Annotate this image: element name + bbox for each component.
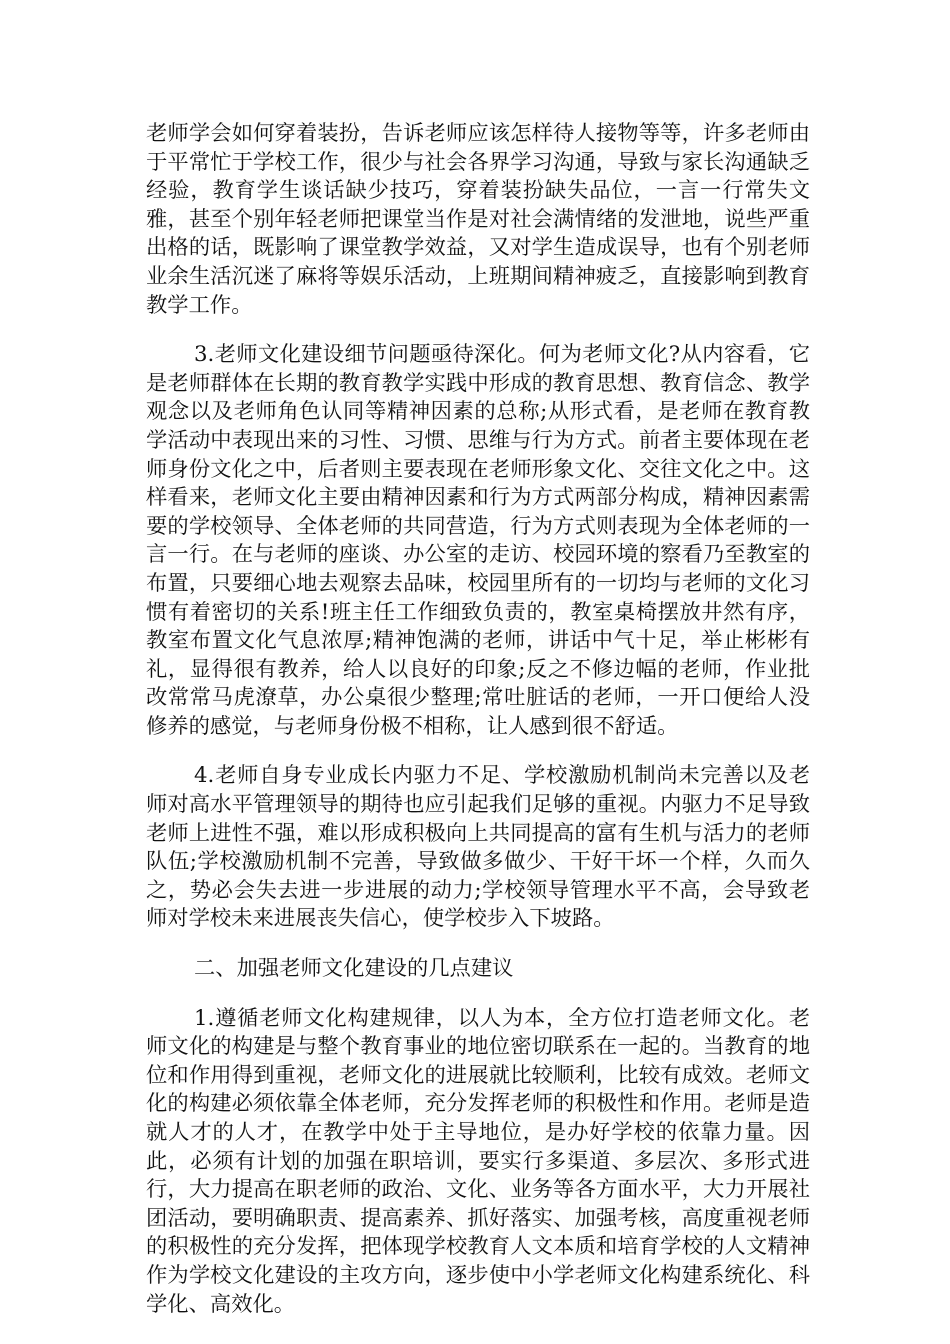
paragraph-item-3: 3.老师文化建设细节问题亟待深化。何为老师文化?从内容看，它是老师群体在长期的教育教学实践中形成的教育思想、教育信念、教学观念以及老师角色认同等精神因素的总称;从形式看，是老师在教育教学活动中表现出来的习性、习惯、思维与行为方式。前者主要体现在老师身份文化之中，后者则主要表现在老师形象文化、交往文化之中。这样看来，老师文化主要由精神因素和行为方式两部分构成，精神因素需要的学校领导、全体老师的共同营造，行为方式则表现为全体老师的一言一行。在与老师的座谈、办公室的走访、校园环境的察看乃至教室的布置，只要细心地去观察去品味，校园里所有的一切均与老师的文化习惯有着密切的关系!班主任工作细致负责的，教室桌椅摆放井然有序，教室布置文化气息浓厚;精神饱满的老师，讲话中气十足，举止彬彬有礼，显得很有教养，给人以良好的印象;反之不修边幅的老师，作业批改常常马虎潦草，办公桌很少整理;常吐脏话的老师，一开口便给人没修养的感觉，与老师身份极不相称，让人感到很不舒适。: [146, 342, 810, 739]
paragraph-item-1: 1.遵循老师文化构建规律，以人为本，全方位打造老师文化。老师文化的构建是与整个教育事业的地位密切联系在一起的。当教育的地位和作用得到重视，老师文化的进展就比较顺利，比较有成效。老师文化的构建必须依靠全体老师，充分发挥老师的积极性和作用。老师是造就人才的人才，在教学中处于主导地位，是办好学校的依靠力量。因此，必须有计划的加强在职培训，要实行多渠道、多层次、多形式进行，大力提高在职老师的政治、文化、业务等各方面水平，大力开展社团活动，要明确职责、提高素养、抓好落实、加强考核，高度重视老师的积极性的充分发挥，把体现学校教育人文本质和培育学校的人文精神作为学校文化建设的主攻方向，逐步使中小学老师文化构建系统化、科学化、高效化。: [146, 1005, 810, 1317]
paragraph-continuation: 老师学会如何穿着装扮，告诉老师应该怎样待人接物等等，许多老师由于平常忙于学校工作，很少与社会各界学习沟通，导致与家长沟通缺乏经验，教育学生谈话缺少技巧，穿着装扮缺失品位，一言一行常失文雅，甚至个别年轻老师把课堂当作是对社会满情绪的发泄地，说些严重出格的话，既影响了课堂教学效益，又对学生造成误导，也有个别老师业余生活沉迷了麻将等娱乐活动，上班期间精神疲乏，直接影响到教育教学工作。: [146, 121, 810, 318]
paragraph-item-4: 4.老师自身专业成长内驱力不足、学校激励机制尚未完善以及老师对高水平管理领导的期待也应引起我们足够的重视。内驱力不足导致老师上进性不强，难以形成积极向上共同提高的富有生机与活力的老师队伍;学校激励机制不完善，导致做多做少、干好干坏一个样，久而久之，势必会失去进一步进展的动力;学校领导管理水平不高，会导致老师对学校未来进展丧失信心，使学校步入下坡路。: [146, 763, 810, 932]
section-heading: 二、加强老师文化建设的几点建议: [194, 956, 514, 982]
document-body: [146, 120, 810, 1340]
